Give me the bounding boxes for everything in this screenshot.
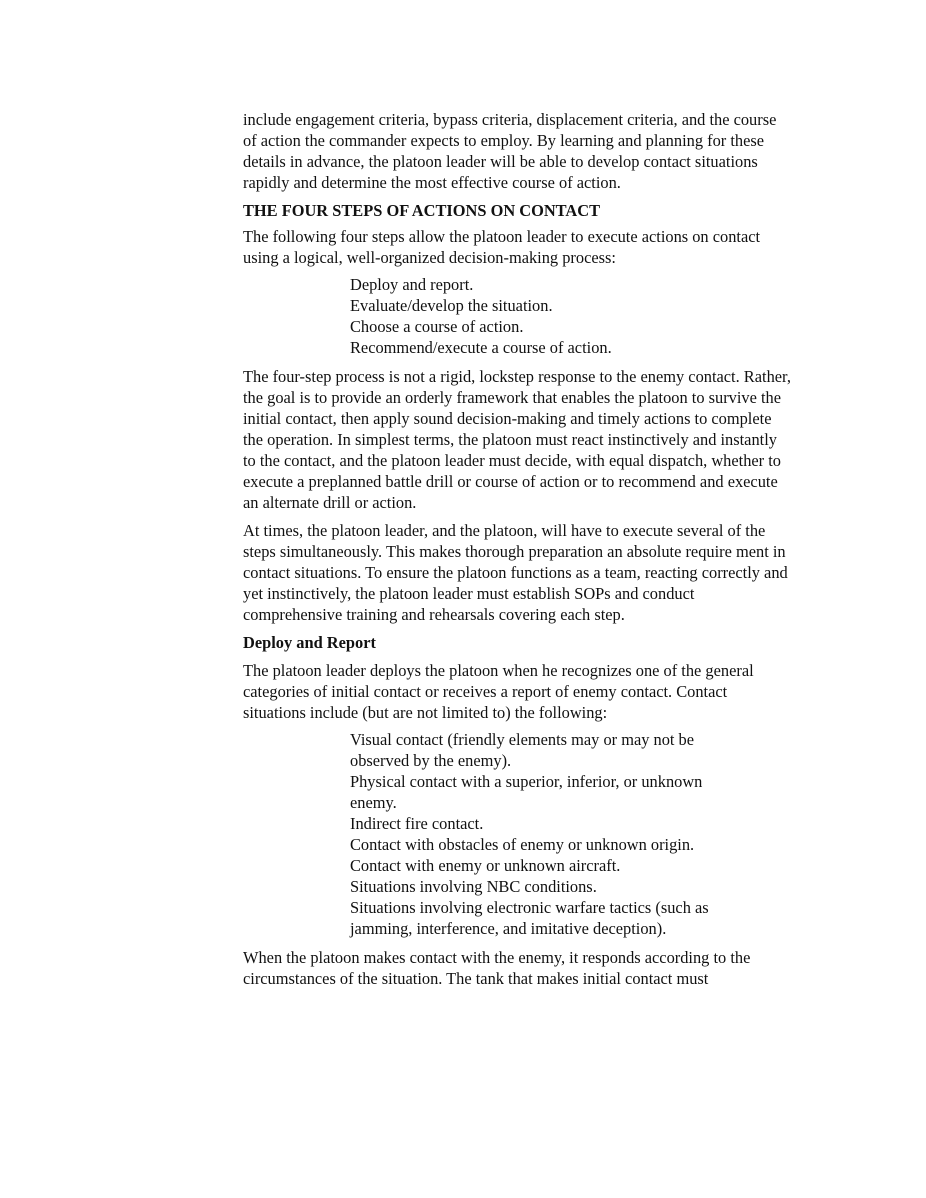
list-item: Recommend/execute a course of action.: [350, 338, 612, 357]
list-item: Choose a course of action.: [350, 317, 524, 336]
list-item: Physical contact with a superior, inferior, or unknown enemy.: [350, 772, 703, 812]
list-item: Deploy and report.: [350, 275, 474, 294]
document-page: [243, 109, 791, 996]
paragraph-deploy: The platoon leader deploys the platoon when he recognizes one of the general categories of initial contact or receives a report of enemy contact. Contact situations include (but are not limited to) the following:: [243, 661, 754, 722]
paragraph-contact-response: When the platoon makes contact with the enemy, it responds according to the circumstances of the situation. The tank that makes initial contact must: [243, 948, 751, 988]
list-item: Evaluate/develop the situation.: [350, 296, 553, 315]
contact-situations-list: [350, 729, 750, 939]
list-item: Indirect fire contact.: [350, 814, 484, 833]
list-item: Contact with obstacles of enemy or unknown origin.: [350, 835, 695, 854]
steps-list: [350, 274, 791, 358]
paragraph-simultaneous: At times, the platoon leader, and the platoon, will have to execute several of the steps simultaneously. This makes thorough preparation an absolute require ment in contact situations. To ensure the platoon functions as a team, reacting correctly and yet instinctively, the platoon leader must establish SOPs and conduct comprehensive training and rehearsals covering each step.: [243, 521, 788, 624]
section-heading-four-steps: THE FOUR STEPS OF ACTIONS ON CONTACT: [243, 201, 601, 220]
subsection-heading-deploy-report: Deploy and Report: [243, 633, 376, 652]
paragraph-four-steps-intro: The following four steps allow the platoon leader to execute actions on contact using a logical, well-organized decision-making process:: [243, 227, 761, 267]
list-item: Situations involving electronic warfare tactics (such as jamming, interference, and imitative deception).: [350, 898, 709, 938]
list-item: Visual contact (friendly elements may or may not be observed by the enemy).: [350, 730, 695, 770]
list-item: Situations involving NBC conditions.: [350, 877, 597, 896]
list-item: Contact with enemy or unknown aircraft.: [350, 856, 621, 875]
paragraph-intro: include engagement criteria, bypass criteria, displacement criteria, and the course of action the commander expects to employ. By learning and planning for these details in advance, the platoon leader will be able to develop contact situations rapidly and determine the most effective course of action.: [243, 110, 777, 192]
paragraph-process: The four-step process is not a rigid, lockstep response to the enemy contact. Rather, the goal is to provide an orderly framework that enables the platoon to survive the initial contact, then apply sound decision-making and timely actions to complete the operation. In simplest terms, the platoon must react instinctively and instantly to the contact, and the platoon leader must decide, with equal dispatch, whether to execute a preplanned battle drill or course of action or to recommend and execute an alternate drill or action.: [243, 367, 791, 512]
